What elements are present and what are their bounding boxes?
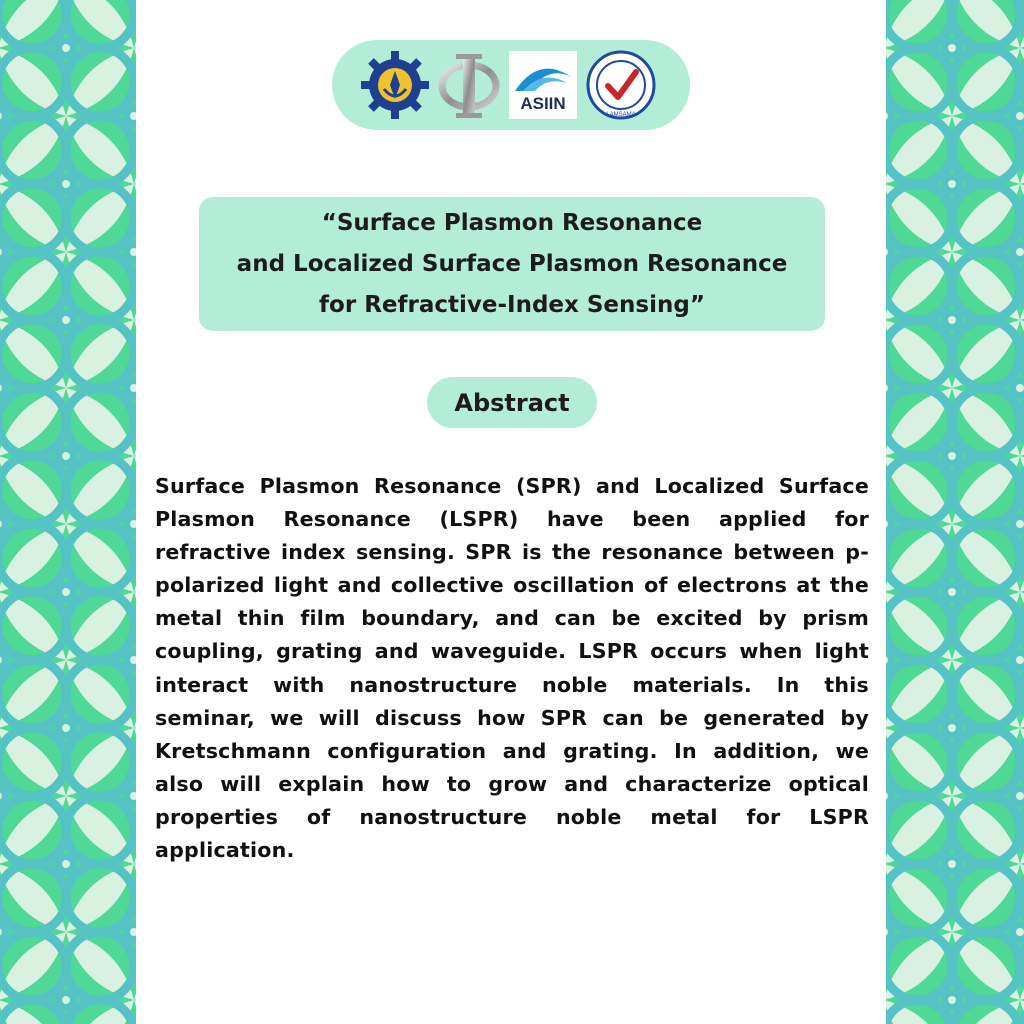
lamsama-seal-text: LAMSAMA [606,112,636,118]
asiin-label: ASIIN [520,94,566,113]
asiin-wave-icon [509,51,577,95]
title-line-2: and Localized Surface Plasmon Resonance [236,250,788,277]
main-content [136,0,886,1024]
title-line-3: for Refractive-Index Sensing” [319,291,705,318]
right-pattern-panel [886,0,1024,1024]
decorative-pattern [0,0,136,1024]
phi-icon [436,52,502,120]
seminar-title-box [199,197,825,331]
abstract-heading: Abstract [427,377,597,428]
logo-bar [332,40,690,130]
title-line-1: “Surface Plasmon Resonance [321,209,703,236]
left-pattern-panel [0,0,136,1024]
checkmark-seal-icon [586,50,656,120]
abstract-body: Surface Plasmon Resonance (SPR) and Localized Surface Plasmon Resonance (LSPR) have been applied for refractive index sensing. SPR is the resonance between p-polarized light and collective oscillation of electrons at the metal thin film boundary, and can be excited by prism coupling, grating and waveguide. LSPR occurs when light interact with nanostructure noble materials. In this seminar, we will discuss how SPR can be generated by Kretschmann configuration and grating. In addition, we also will explain how to grow and characterize optical properties of nanostructure noble metal for LSPR application. [155,474,869,863]
asiin-logo-icon [509,51,577,119]
decorative-pattern [886,0,1024,1024]
gear-emblem-icon [360,49,430,121]
